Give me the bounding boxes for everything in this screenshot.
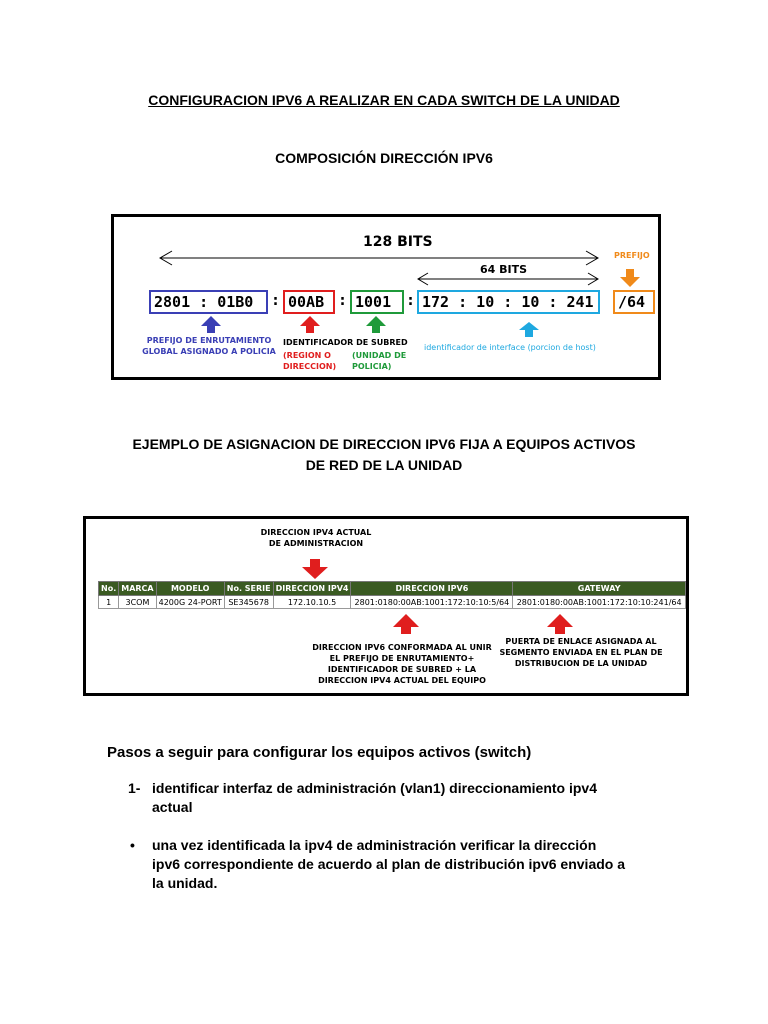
interface-id-caption: identificador de interface (porcion de host) bbox=[424, 343, 596, 352]
segment-subnet: 1001 bbox=[350, 290, 404, 314]
cell-serial: SE345678 bbox=[224, 596, 273, 609]
gateway-note: PUERTA DE ENLACE ASIGNADA AL SEGMENTO ENVIADA EN EL PLAN DE DISTRIBUCION DE LA UNIDAD bbox=[499, 637, 663, 668]
colon: : bbox=[270, 291, 281, 309]
step-1-number: 1- bbox=[128, 780, 141, 796]
bits-host-label: 64 BITS bbox=[480, 263, 528, 276]
unit-caption: (UNIDAD DE POLICIA) bbox=[352, 351, 407, 371]
example-heading: EJEMPLO DE ASIGNACION DE DIRECCION IPV6 FIJA A EQUIPOS ACTIVOS DE RED DE LA UNIDAD bbox=[132, 436, 636, 473]
ipv6-composition-figure bbox=[111, 214, 661, 380]
subnet-id-caption: IDENTIFICADOR DE SUBRED bbox=[283, 338, 408, 347]
bits-total-label: 128 BITS bbox=[363, 234, 433, 250]
cell-ipv4: 172.10.10.5 bbox=[273, 596, 351, 609]
prefix-label: PREFIJO bbox=[614, 251, 650, 260]
col-header: DIRECCION IPV4 bbox=[273, 582, 351, 596]
table-header-row bbox=[99, 582, 686, 596]
col-header: MODELO bbox=[156, 582, 224, 596]
col-header: No. SERIE bbox=[224, 582, 273, 596]
segment-region: 00AB bbox=[283, 290, 335, 314]
steps-title: Pasos a seguir para configurar los equipos activos (switch) bbox=[107, 744, 532, 761]
cell-gateway: 2801:0180:00AB:1001:172:10:10:241/64 bbox=[513, 596, 686, 609]
step-1-text: identificar interfaz de administración (vlan1) direccionamiento ipv4 actual bbox=[152, 780, 597, 815]
col-header: No. bbox=[99, 582, 119, 596]
cell-brand: 3COM bbox=[119, 596, 156, 609]
col-header: DIRECCION IPV6 bbox=[351, 582, 513, 596]
cell-no: 1 bbox=[99, 596, 119, 609]
col-header: GATEWAY bbox=[513, 582, 686, 596]
cell-model: 4200G 24-PORT bbox=[156, 596, 224, 609]
ipv6-note: DIRECCION IPV6 CONFORMADA AL UNIR EL PREFIJO DE ENRUTAMIENTO+ IDENTIFICADOR DE SUBRED + LA DIRECCION IPV4 ACTUAL DEL EQUIPO bbox=[312, 643, 492, 685]
segment-mask: /64 bbox=[613, 290, 655, 314]
equipment-table bbox=[98, 581, 686, 609]
document-title: CONFIGURACION IPV6 A REALIZAR EN CADA SWITCH DE LA UNIDAD bbox=[148, 92, 620, 108]
region-caption: (REGION O DIRECCION) bbox=[283, 351, 337, 371]
segment-routing-prefix: 2801 : 01B0 bbox=[149, 290, 268, 314]
cell-ipv6: 2801:0180:00AB:1001:172:10:10:5/64 bbox=[351, 596, 513, 609]
colon: : bbox=[337, 291, 348, 309]
ipv6-assignment-example-figure bbox=[83, 516, 689, 696]
ipv4-note: DIRECCION IPV4 ACTUAL DE ADMINISTRACION bbox=[260, 528, 372, 548]
colon: : bbox=[405, 291, 416, 309]
composition-heading: COMPOSICIÓN DIRECCIÓN IPV6 bbox=[275, 150, 493, 166]
bullet-step-text: una vez identificada la ipv4 de administración verificar la dirección ipv6 correspondiente de acuerdo al plan de distribución ipv6 enviado a la unidad. bbox=[152, 837, 626, 891]
segment-interface-id: 172 : 10 : 10 : 241 bbox=[417, 290, 600, 314]
routing-prefix-caption: PREFIJO DE ENRUTAMIENTO GLOBAL ASIGNADO A POLICIA bbox=[142, 336, 276, 356]
bullet-icon: • bbox=[130, 837, 135, 853]
table-row bbox=[99, 596, 686, 609]
col-header: MARCA bbox=[119, 582, 156, 596]
